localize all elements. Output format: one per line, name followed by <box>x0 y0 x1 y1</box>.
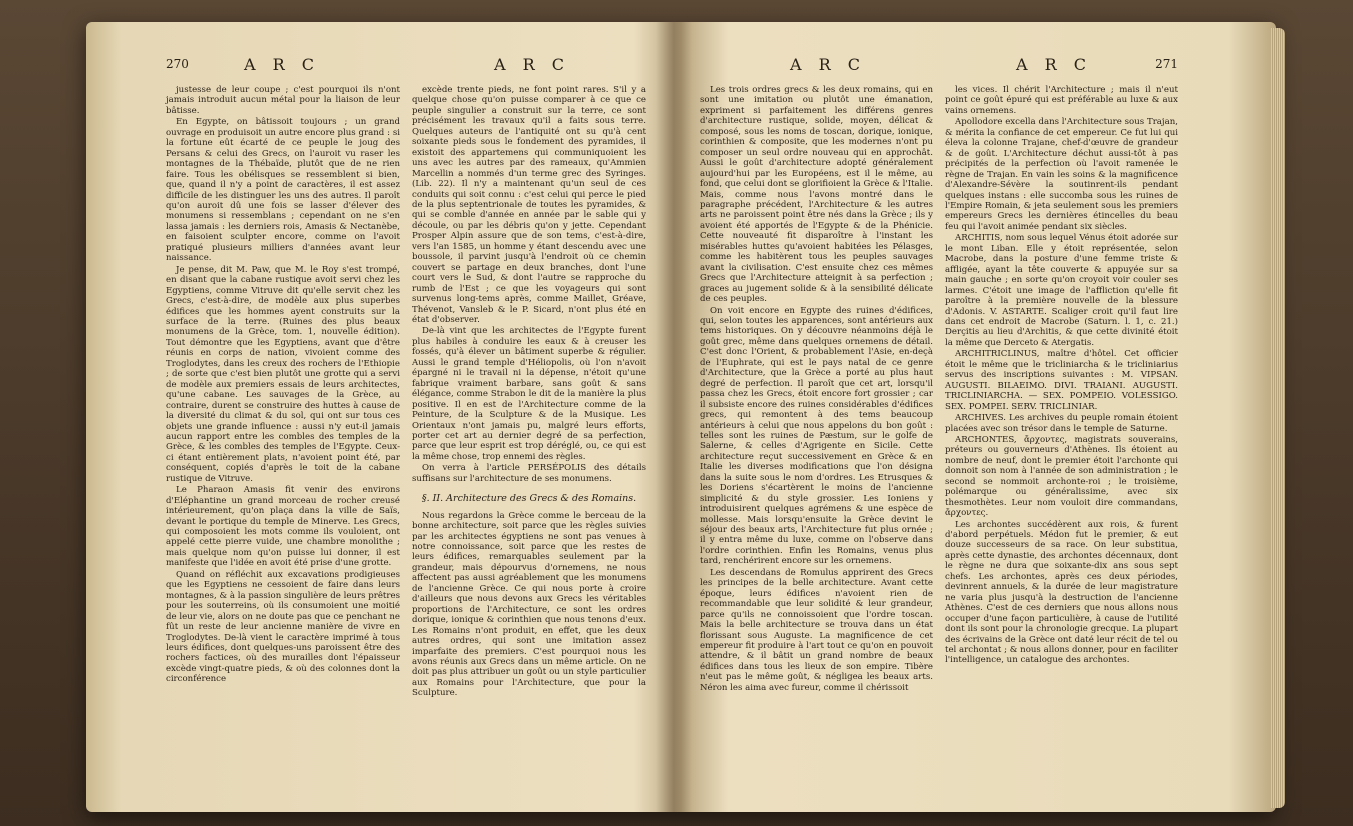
left-page-header <box>166 55 646 79</box>
running-head: A R C <box>244 55 321 74</box>
left-column-2 <box>412 85 646 699</box>
paragraph: En Egypte, on bâtissoit toujours ; un grand ouvrage en produisoit un autre encore plus grand : si la fortune eût écarté de ce peuple le joug des Persans & celui des Grecs, on l'auroit vu raser les montagnes de la Thébaïde, plutôt que de ne rien faire. Tous les obélisques se ressemblent si bien, que, quand il n'y a point de caractères, il est assez difficile de les distinguer les uns des autres. Il paroît qu'on auroit dû une fois se lasser d'élever des monumens si ressemblans ; cependant on ne s'en lassa jamais : les derniers rois, Amasis & Nectanèbe, en faisoient sculpter encore, comme on l'avoit pratiqué plusieurs milliers d'années avant leur naissance. <box>166 117 400 264</box>
paragraph: Nous regardons la Grèce comme le berceau de la bonne architecture, soit parce que les règles suivies par les architectes égyptiens ne sont pas venues à notre connoissance, soit parce que les restes de leurs édifices, remarquables seulement par la grandeur, mais dépourvus d'ornemens, ne nous affectent pas aussi agréablement que les monumens de l'ancienne Grèce. Ce qui nous porte à croire d'ailleurs que nous devons aux Grecs les véritables proportions de l'Architecture, ce sont les ordres dorique, ionique & corinthien que nous tenons d'eux. Les Romains n'ont produit, en effet, que les deux autres ordres, qui sont une imitation assez imparfaite des premiers. C'est pourquoi nous les avons réunis aux Grecs dans un même article. On ne doit pas plus attribuer un goût ou un style particulier aux Romains pour l'Architecture, que pour la Sculpture. <box>412 510 646 699</box>
paragraph: ARCHITRICLINUS, maître d'hôtel. Cet officier étoit le même que le tricliniarcha & le tricliniarius servus des inscriptions suivantes : M. VIPSAN. AUGUSTI. BILAEIMO. DIVI. TRAIANI. AUGUSTI. TRICLINIARCHA. — SEX. POMPEIO. VOLESSIGO. SEX. POMPEI. SERV. TRICLINIAR. <box>945 349 1178 412</box>
paragraph: excède trente pieds, ne font point rares. S'il y a quelque chose qu'on puisse comparer à ce que ce peuple singulier a construit sur la terre, ce sont précisément les travaux qu'il a faits sous terre. Quelques auteurs de l'antiquité ont su qu'à cent soixante pieds sous le fondement des pyramides, il existoit des appartemens qui communiquoient les uns avec les autres par des rameaux, qu'Ammien Marcellin a nommés d'un terme grec des Syringes. (Lib. 22). Il n'y a maintenant qu'un seul de ces conduits qui soit connu : c'est celui qui perce le pied de la plus septentrionale de toutes les pyramides, & qui se comble d'année en année par le sable qui y découle, ou par les débris qu'on y jette. Cependant Prosper Alpin assure que de son tems, c'est-à-dire, vers l'an 1585, un homme y étant descendu avec une boussole, il parvint jusqu'à l'endroit où ce chemin couvert se partage en deux branches, dont l'une court vers le Sud, & dont l'autre se rapproche du rumb de l'Est ; ce que les voyageurs qui sont survenus long-tems après, comme Maillet, Gréave, Thévenot, Vansleb & le P. Sicard, n'ont plus été en état d'observer. <box>412 85 646 325</box>
running-head: A R C <box>494 55 571 74</box>
paragraph: Le Pharaon Amasis fit venir des environs d'Eléphantine un grand morceau de rocher creusé intérieurement, qu'on plaça dans la ville de Saïs, devant le portique du temple de Minerve. Les Grecs, qui composoient les mots comme ils vouloient, ont appelé cette pierre vuide, une chambre monolithe ; mais quelque nom qu'on puisse lui donner, il est manifeste que l'idée en avoit été prise d'une grotte. <box>166 485 400 569</box>
section-heading: §. II. Architecture des Grecs & des Romains. <box>421 493 637 505</box>
paragraph: Apollodore excella dans l'Architecture sous Trajan, & mérita la confiance de cet empereur. Ce fut lui qui éleva la colonne Trajane, chef-d'œuvre de grandeur & de goût. L'Architecture déchut aussi-tôt à pas précipités de la perfection où l'avoit ramenée le règne de Trajan. En vain les soins & la magnificence d'Alexandre-Sévère la soutinrent-ils pendant quelques instans : elle succomba sous les ruines de l'Empire Romain, & jeta seulement sous les premiers empereurs Grecs les dernières étincelles du beau feu qui l'avoit animée pendant six siècles. <box>945 117 1178 232</box>
paragraph: Les descendans de Romulus apprirent des Grecs les principes de la belle architecture. Avant cette époque, leurs édifices n'avoient rien de recommandable que leur solidité & leur grandeur, parce qu'ils ne connoissoient que l'ordre toscan. Mais la belle architecture se trouva dans un état florissant sous Auguste. La magnificence de cet empereur fit produire à l'art tout ce qu'on en pouvoit attendre, & il bâtit un grand nombre de beaux édifices dans tous les lieux de son empire. Tibère n'eut pas le même goût, & négligea les beaux arts. Néron les aima avec fureur, comme il chérissoit <box>700 567 933 693</box>
left-column-1 <box>166 85 400 699</box>
paragraph: ARCHIVES. Les archives du peuple romain étoient placées avec son trésor dans le temple de Saturne. <box>945 413 1178 434</box>
paragraph: On voit encore en Egypte des ruines d'édifices, qui, selon toutes les apparences, sont antérieurs aux tems historiques. On y découvre néanmoins déjà le goût grec, même dans quelques ornemens de détail. C'est donc l'Orient, & probablement l'Asie, en-deçà de l'Euphrate, qui est le pays natal de ce genre d'Architecture, que la Grèce a porté au plus haut degré de perfection. Il paroît que cet art, lorsqu'il passa chez les Grecs, étoit encore fort grossier ; car il subsiste encore des ruines considérables d'édifices grecs, qui remontent à des tems beaucoup antérieurs à celui que nous appelons du bon goût : telles sont les ruines de Pæstum, sur le golfe de Salerne, & celles d'Agrigente en Sicile. Cette architecture reçut successivement en Grèce & en Italie les diverses modifications que l'on désigna dans la suite sous le nom d'ordres. Les Etrusques & les Doriens s'écartèrent le moins de l'ancienne simplicité & du style grossier. Les Ioniens y introduisirent quelques agrémens & une espèce de mollesse. Mais lorsqu'ensuite la Grèce devint le séjour des beaux arts, l'Architecture fut plus ornée ; il y entra même du luxe, comme on l'observe dans l'ordre corinthien. Enfin les Romains, venus plus tard, renchérirent encore sur les ornemens. <box>700 305 933 567</box>
page-edges <box>1271 28 1285 808</box>
paragraph: Les trois ordres grecs & les deux romains, qui en sont une imitation ou plutôt une émanation, expriment si parfaitement les différens genres d'architecture rustique, solide, moyen, délicat & composé, sous les noms de toscan, dorique, ionique, corinthien & composite, que les modernes n'ont pu composer un seul ordre nouveau qui en approchât. Aussi le goût d'architecture adopté généralement aujourd'hui par les Européens, est il le même, au fond, que celui dont se glorifioient la Grèce & l'Italie. Mais, comme nous l'avons montré dans le paragraphe précédent, l'Architecture & les autres arts ne paroissent point être nés dans la Grèce ; ils y avoient été apportés de l'Egypte & de la Phénicie. Cette nouveauté fit disparoître à l'instant les misérables huttes qu'avoient habitées les Pélasges, comme les habitèrent tous les peuples sauvages avant la civilisation. C'est ensuite chez ces mêmes Grecs que l'Architecture atteignit à sa perfection ; graces au jugement solide & à la sensibilité délicate de ces peuples. <box>700 85 933 305</box>
right-column-2 <box>945 85 1178 693</box>
right-page <box>700 55 1178 693</box>
page-number: 270 <box>166 57 189 71</box>
page-number: 271 <box>1155 57 1178 71</box>
left-page <box>166 55 646 699</box>
right-page-header <box>700 55 1178 79</box>
paragraph: On verra à l'article PERSÉPOLIS des détails suffisans sur l'architecture de ses monumens. <box>412 463 646 484</box>
running-head: A R C <box>1016 55 1093 74</box>
right-column-1 <box>700 85 933 693</box>
running-head: A R C <box>790 55 867 74</box>
paragraph: Les archontes succédèrent aux rois, & furent d'abord perpétuels. Médon fut le premier, & eut douze successeurs de sa race. On leur substitua, après cette dynastie, des archontes décennaux, dont le règne ne dura que soixante-dix ans sous sept chefs. Les archontes, après ces deux périodes, devinrent annuels, & la durée de leur magistrature ne varia plus jusqu'à la destruction de l'ancienne Athènes. C'est de ces derniers que nous allons nous occuper d'une façon particulière, à cause de l'utilité dont ils sont pour la chronologie grecque. La plupart des écrivains de la Grèce ont daté leur récit de tel ou tel archontat ; & nous allons donner, pour en faciliter l'intelligence, un catalogue des archontes. <box>945 519 1178 666</box>
paragraph: les vices. Il chérit l'Architecture ; mais il n'eut point ce goût épuré qui est préférable au luxe & aux vains ornemens. <box>945 85 1178 116</box>
paragraph: justesse de leur coupe ; c'est pourquoi ils n'ont jamais introduit aucun métal pour la liaison de leur bâtisse. <box>166 85 400 116</box>
paragraph: ARCHITIS, nom sous lequel Vénus étoit adorée sur le mont Liban. Elle y étoit représentée, selon Macrobe, dans la posture d'une femme triste & affligée, ayant la tête couverte & appuyée sur sa main gauche ; en sorte qu'on croyoit voir couler ses larmes. C'étoit une image de l'affliction qu'elle fit paroître à la première nouvelle de la blessure d'Adonis. V. ASTARTE. Scaliger croit qu'il faut lire dans cet endroit de Macrobe (Saturn. l. 1, c. 21.) Derçitis au lieu d'Architis, & que cette divinité étoit la même que Derceto & Atergatis. <box>945 233 1178 348</box>
paragraph: De-là vint que les architectes de l'Egypte furent plus habiles à conduire les eaux & à creuser les fossés, qu'à élever un bâtiment superbe & régulier. Aussi le grand temple d'Héliopolis, où l'on n'avoit épargné ni le travail ni la dépense, n'étoit qu'une fabrique vraiment barbare, sans goût & sans élégance, comme Strabon le dit de la manière la plus positive. Il en est de l'Architecture comme de la Peinture, de la Sculpture & de la Musique. Les Orientaux n'ont jamais pu, malgré leurs efforts, porter cet art au dernier degré de sa perfection, parce que leur esprit est trop déréglé, ou, ce qui est la même chose, trop ennemi des règles. <box>412 326 646 462</box>
paragraph: Je pense, dit M. Paw, que M. le Roy s'est trompé, en disant que la cabane rustique avoit servi chez les Egyptiens, comme Vitruve dit qu'elle servit chez les Grecs, c'est-à-dire, de modèle aux plus superbes édifices que les hommes ayent construits sur la surface de la terre. (Ruines des plus beaux monumens de la Grèce, tom. 1, nouvelle édition). Tout démontre que les Egyptiens, avant que d'être réunis en corps de nation, vivoient comme des Troglodytes, dans les creux des rochers de l'Ethiopie ; de sorte que c'est bien plutôt une grotte qui a servi de modèle aux premiers essais de leurs architectes, qu'une cabane. Les sauvages de la Grèce, au contraire, durent se construire des huttes à cause de la diversité du climat & du sol, qui ont sur tous ces objets une grande influence : aussi n'y eut-il jamais aucun rapport entre les combles des temples de la Grèce, & les combles des temples de l'Egypte. Ceux-ci étant entièrement plats, n'avoient point été, par conséquent, copiés d'après le toit de la cabane rustique de Vitruve. <box>166 264 400 484</box>
paragraph: ARCHONTES, ἄρχοντες, magistrats souverains, préteurs ou gouverneurs d'Athènes. Ils étoient au nombre de neuf, dont le premier étoit l'archonte qui donnoit son nom à l'année de son administration ; le second se nommoit archonte-roi ; le troisième, polémarque ou généralissime, avec six thesmothètes. Leur nom vouloit dire commandans, ἄρχοντες. <box>945 434 1178 519</box>
book-gutter <box>656 22 692 812</box>
paragraph: Quand on réfléchit aux excavations prodigieuses que les Egyptiens ne cessoient de faire dans leurs montagnes, & à la passion singulière de leurs prêtres pour les souterreins, où ils consumoient une moitié de leur vie, alors on ne doute pas que ce penchant ne fût un reste de leur ancienne manière de vivre en Troglodytes. De-là vient le caractère imprimé à tous leurs édifices, dont quelques-uns paroissent être des rochers factices, où des murailles dont l'épaisseur excède vingt-quatre pieds, & où des colonnes dont la circonférence <box>166 569 400 685</box>
